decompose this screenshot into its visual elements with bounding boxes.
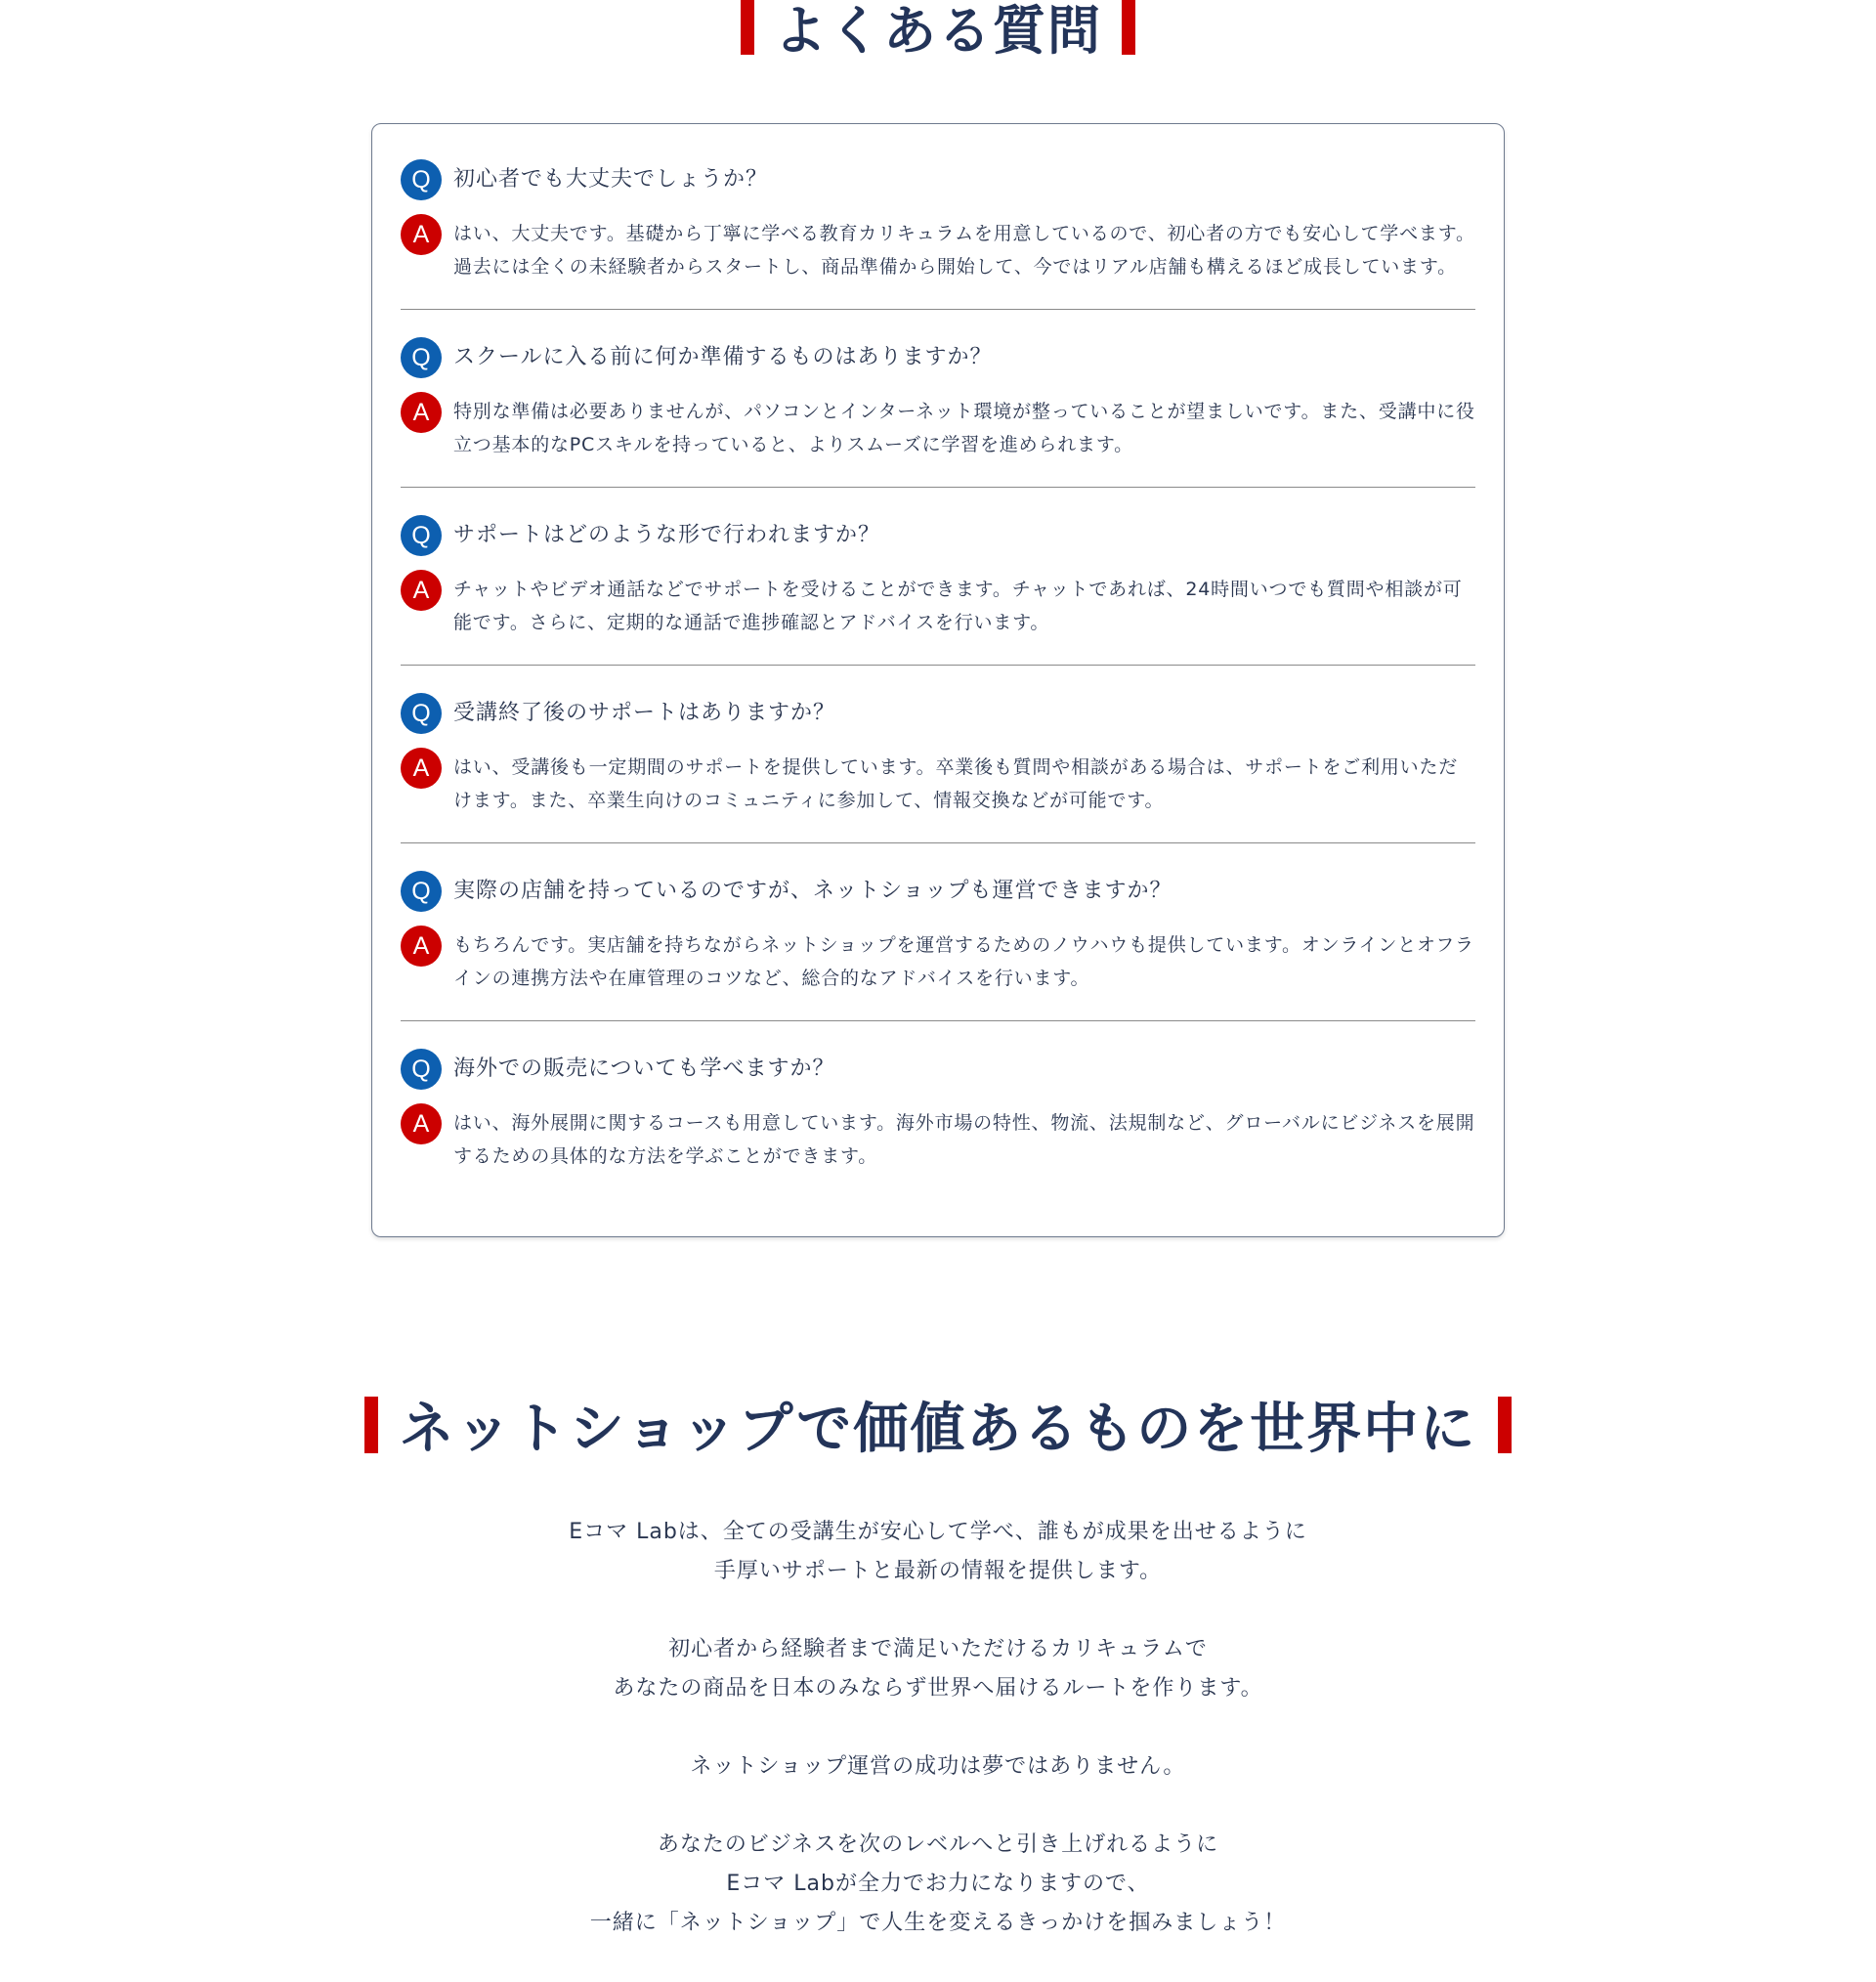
faq-answer-row [401, 926, 1475, 995]
faq-question: 初心者でも大丈夫でしょうか？ [453, 167, 769, 192]
mission-paragraph [0, 1747, 1876, 1787]
mission-paragraph [0, 1826, 1876, 1943]
faq-question-row [401, 515, 1475, 556]
mission-line: Eコマ Labは、全ての受講生が安心して学べ、誰もが成果を出せるように [569, 1520, 1307, 1544]
mission-paragraph [0, 1630, 1876, 1708]
faq-item [401, 871, 1475, 1021]
faq-question: サポートはどのような形で行われますか？ [453, 523, 881, 547]
faq-item [401, 1049, 1475, 1198]
mission-line: 手厚いサポートと最新の情報を提供します。 [713, 1559, 1163, 1583]
mission-paragraph [0, 1513, 1876, 1591]
mission-line: 初心者から経験者まで満足いただけるカリキュラムで [668, 1637, 1208, 1661]
answer-badge-icon: A [401, 926, 442, 967]
faq-answer: はい、大丈夫です。基礎から丁寧に学べる教育カリキュラムを用意しているので、初心者の方でも安心して学べます。過去には全くの未経験者からスタートし、商品準備から開始して、今ではリアル店舗も構えるほど成長しています。 [453, 223, 1475, 278]
faq-question-row [401, 871, 1475, 912]
heading-bar-right [1498, 1397, 1512, 1453]
faq-question: 受講終了後のサポートはありますか？ [453, 701, 836, 725]
question-badge-icon: Q [401, 693, 442, 734]
faq-answer-row [401, 214, 1475, 283]
mission-line: ネットショップ運営の成功は夢ではありません。 [690, 1754, 1186, 1779]
faq-item [401, 337, 1475, 488]
faq-list [371, 123, 1505, 1237]
faq-heading [0, 0, 1876, 70]
mission-line: あなたのビジネスを次のレベルへと引き上げれるように [657, 1832, 1219, 1857]
answer-badge-icon: A [401, 570, 442, 611]
faq-question-row [401, 1049, 1475, 1090]
question-badge-icon: Q [401, 515, 442, 556]
faq-answer: はい、受講後も一定期間のサポートを提供しています。卒業後も質問や相談がある場合は、サポートをご利用いただけます。また、卒業生向けのコミュニティに参加して、情報交換などが可能です。 [453, 756, 1459, 811]
faq-answer: チャットやビデオ通話などでサポートを受けることができます。チャットであれば、24時間いつでも質問や相談が可能です。さらに、定期的な通話で進捗確認とアドバイスを行います。 [453, 579, 1463, 633]
answer-badge-icon: A [401, 392, 442, 433]
faq-question: 実際の店舗を持っているのですが、ネットショップも運営できますか？ [453, 879, 1172, 903]
faq-answer-row [401, 748, 1475, 817]
answer-badge-icon: A [401, 1103, 442, 1144]
heading-bar-left [741, 0, 754, 55]
mission-line: あなたの商品を日本のみならず世界へ届けるルートを作ります。 [613, 1676, 1263, 1701]
faq-answer: はい、海外展開に関するコースも用意しています。海外市場の特性、物流、法規制など、グローバルにビジネスを展開するための具体的な方法を学ぶことができます。 [453, 1112, 1475, 1167]
question-badge-icon: Q [401, 337, 442, 378]
faq-item [401, 515, 1475, 666]
faq-answer-row [401, 1103, 1475, 1173]
faq-question: 海外での販売についても学べますか？ [453, 1056, 835, 1081]
mission-line: Eコマ Labが全力でお力になりますので、 [726, 1872, 1150, 1896]
mission-heading [0, 1376, 1876, 1474]
question-badge-icon: Q [401, 1049, 442, 1090]
faq-answer-row [401, 570, 1475, 639]
faq-item [401, 693, 1475, 843]
heading-bar-right [1122, 0, 1135, 55]
faq-question-row [401, 693, 1475, 734]
faq-question-row [401, 337, 1475, 378]
mission-title: ネットショップで価値あるものを世界中に [399, 1398, 1477, 1461]
faq-title: よくある質問 [774, 0, 1102, 62]
answer-badge-icon: A [401, 748, 442, 789]
answer-badge-icon: A [401, 214, 442, 255]
faq-question-row [401, 159, 1475, 200]
heading-bar-left [364, 1397, 378, 1453]
question-badge-icon: Q [401, 871, 442, 912]
question-badge-icon: Q [401, 159, 442, 200]
faq-answer-row [401, 392, 1475, 461]
faq-item [401, 159, 1475, 310]
faq-answer: もちろんです。実店舗を持ちながらネットショップを運営するためのノウハウも提供しています。オンラインとオフラインの連携方法や在庫管理のコツなど、総合的なアドバイスを行います。 [453, 934, 1474, 989]
faq-answer: 特別な準備は必要ありませんが、パソコンとインターネット環境が整っていることが望ましいです。また、受講中に役立つ基本的なPCスキルを持っていると、よりスムーズに学習を進められます。 [453, 401, 1475, 455]
faq-question: スクールに入る前に何か準備するものはありますか？ [453, 345, 993, 369]
mission-message [0, 1513, 1876, 1982]
mission-line: 一緒に「ネットショップ」で人生を変えるきっかけを掴みましょう！ [589, 1911, 1287, 1935]
